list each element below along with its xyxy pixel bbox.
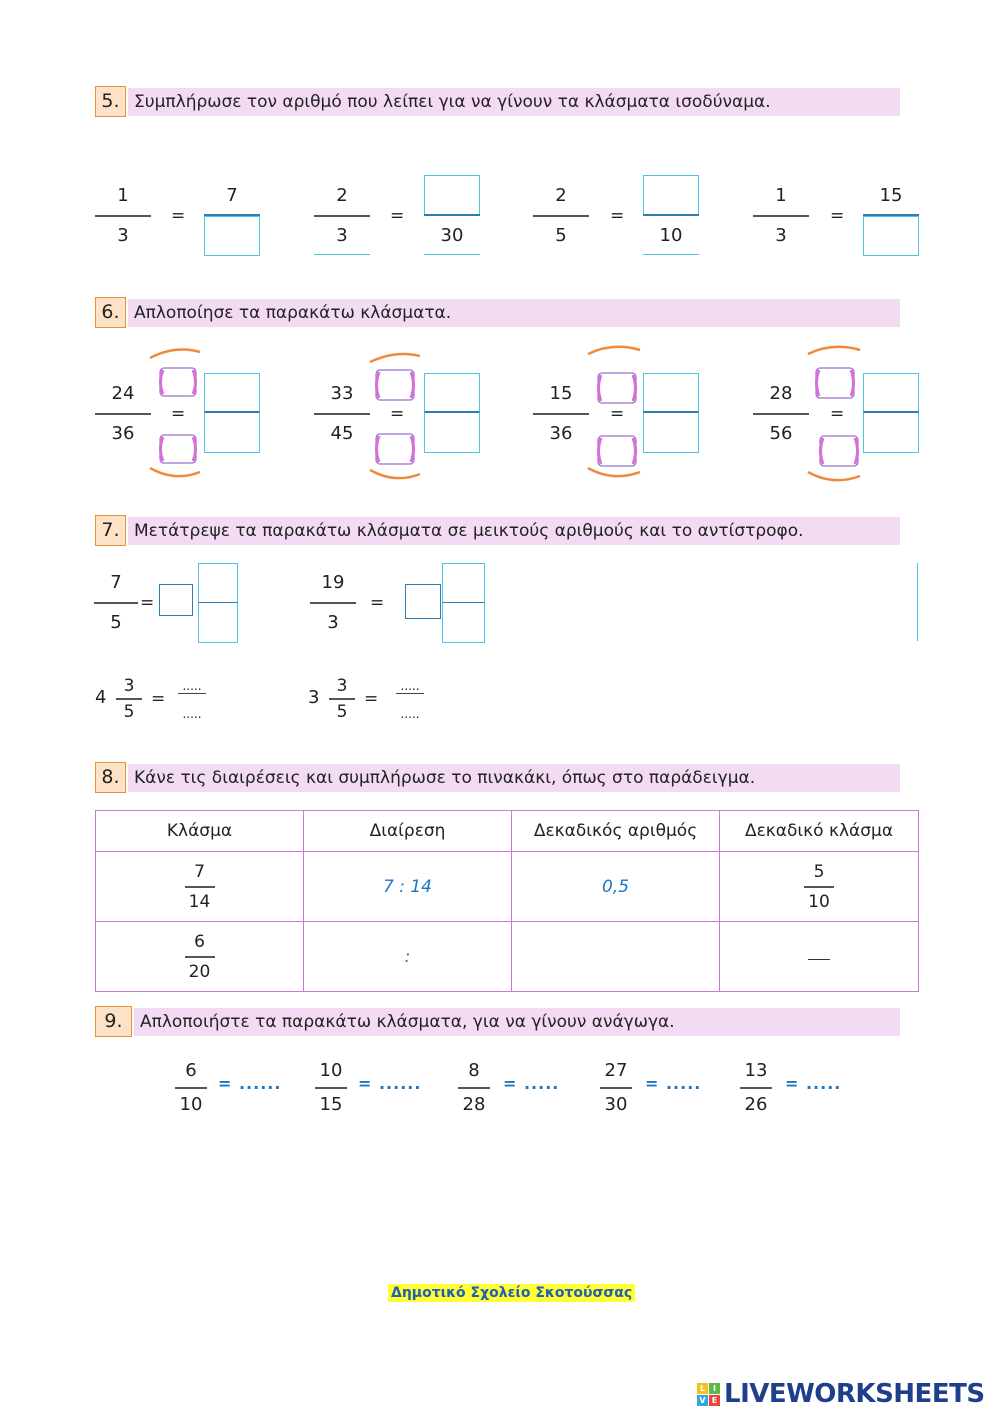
answer-denominator-blank[interactable]: ..... <box>400 707 420 721</box>
fraction-bar <box>95 413 151 415</box>
denominator: 10 <box>659 225 683 246</box>
answer-numerator-blank[interactable]: ..... <box>396 679 424 694</box>
numerator: 1 <box>117 185 129 206</box>
equals-sign: = <box>830 404 845 424</box>
answer-numerator-input[interactable] <box>424 373 480 413</box>
mixed-fraction <box>329 675 355 723</box>
denominator: 3 <box>336 225 348 246</box>
fraction-bar <box>808 959 830 960</box>
denominator: 36 <box>111 423 135 444</box>
answer-numerator-input[interactable] <box>204 373 260 413</box>
numerator: 7 <box>226 185 238 206</box>
fraction-bar <box>185 956 215 958</box>
mixed-numerator-input[interactable] <box>442 563 485 603</box>
answer-numerator-input[interactable] <box>863 373 919 413</box>
fraction-bar <box>753 413 809 415</box>
fraction-bar <box>314 215 370 217</box>
denominator: 10 <box>808 891 830 912</box>
numerator: 8 <box>468 1060 480 1081</box>
section-6-number: 6. <box>95 297 126 328</box>
numerator: 15 <box>549 383 573 404</box>
mixed-numerator-input[interactable] <box>198 563 238 603</box>
fraction <box>740 1058 772 1118</box>
fraction-bar <box>94 602 138 604</box>
section-5-instruction: Συμπλήρωσε τον αριθμό που λείπει για να γίνουν τα κλάσματα ισοδύναμα. <box>128 88 900 116</box>
fraction-right-den <box>424 223 480 249</box>
fraction <box>185 860 215 914</box>
fraction-bar <box>753 215 809 217</box>
table-row <box>96 922 919 992</box>
section-9-instruction: Απλοποιήστε τα παρακάτω κλάσματα, για να γίνουν ανάγωγα. <box>134 1008 900 1036</box>
fraction-left <box>95 183 151 249</box>
section-7-number: 7. <box>95 515 126 546</box>
denominator: 5 <box>110 612 122 633</box>
answer-denominator-blank[interactable]: ..... <box>182 707 202 721</box>
section-8-instruction: Κάνε τις διαιρέσεις και συμπλήρωσε το πινακάκι, όπως στο παράδειγμα. <box>128 764 900 792</box>
numerator: 5 <box>813 861 825 882</box>
fraction-cell <box>96 922 304 992</box>
fraction-left <box>533 183 589 249</box>
numerator: 6 <box>194 931 205 952</box>
fraction <box>175 1058 207 1118</box>
fraction <box>753 381 809 447</box>
fraction-bar <box>310 602 356 604</box>
division-cell: 7 : 14 <box>304 852 512 922</box>
whole-part: 4 <box>95 687 107 708</box>
denominator: 3 <box>775 225 787 246</box>
fraction-bar <box>643 214 699 216</box>
equals-sign: = <box>830 206 845 226</box>
equals-sign: = <box>140 593 155 613</box>
mixed-denominator-input[interactable] <box>442 603 485 643</box>
answer-input[interactable]: = ..... <box>785 1074 842 1093</box>
equals-sign: = <box>151 689 166 709</box>
numerator: 24 <box>111 383 135 404</box>
fraction <box>95 381 151 447</box>
numerator: 10 <box>319 1060 343 1081</box>
improper-fraction <box>310 570 356 636</box>
fraction-right-den <box>643 223 699 249</box>
numerator: 2 <box>336 185 348 206</box>
equals-sign: = <box>171 404 186 424</box>
fraction-right <box>863 183 919 209</box>
numerator: 3 <box>336 676 348 696</box>
numerator: 15 <box>879 185 903 206</box>
underline <box>424 254 480 255</box>
decimal-input[interactable] <box>512 922 720 992</box>
answer-denominator-input[interactable] <box>204 216 260 256</box>
denominator: 10 <box>179 1094 203 1115</box>
answer-numerator-blank[interactable]: ..... <box>178 679 206 694</box>
equals-sign: = <box>390 404 405 424</box>
fraction-bar <box>533 413 589 415</box>
underline <box>643 254 699 255</box>
numerator: 6 <box>185 1060 197 1081</box>
header-fraction: Κλάσμα <box>96 811 304 852</box>
fraction-bar <box>116 698 142 700</box>
denominator: 20 <box>188 961 211 982</box>
denominator: 30 <box>440 225 464 246</box>
liveworksheets-logo[interactable] <box>697 1381 985 1407</box>
equals-sign: = <box>171 206 186 226</box>
answer-numerator-input[interactable] <box>643 175 699 215</box>
decimal-fraction-input[interactable] <box>720 922 919 992</box>
numerator: 7 <box>110 572 122 593</box>
answer-numerator-input[interactable] <box>643 373 699 413</box>
fraction-bar <box>314 413 370 415</box>
logo-letter: I <box>709 1383 720 1394</box>
improper-fraction <box>94 570 138 636</box>
fraction <box>600 1058 632 1118</box>
numerator: 13 <box>744 1060 768 1081</box>
division-input[interactable]: : <box>304 922 512 992</box>
logo-letter: E <box>709 1395 720 1406</box>
fraction-bar <box>740 1087 772 1089</box>
denominator: 3 <box>327 612 339 633</box>
divisor-input-bottom <box>160 435 196 463</box>
mixed-fraction-input[interactable] <box>198 563 238 643</box>
divider-line <box>917 563 918 641</box>
denominator: 5 <box>336 702 348 722</box>
fraction-bar <box>533 215 589 217</box>
logo-letter: L <box>697 1383 708 1394</box>
section-7-instruction: Μετάτρεψε τα παρακάτω κλάσματα σε μεικτούς αριθμούς και το αντίστροφο. <box>128 517 900 545</box>
fraction-right <box>204 183 260 209</box>
denominator: 15 <box>319 1094 343 1115</box>
answer-numerator-input[interactable] <box>424 175 480 215</box>
numerator: 1 <box>775 185 787 206</box>
answer-denominator-input[interactable] <box>863 216 919 256</box>
denominator: 3 <box>117 225 129 246</box>
answer-denominator-input[interactable] <box>424 413 480 453</box>
fraction-bar <box>458 1087 490 1089</box>
equals-sign: = <box>610 404 625 424</box>
numerator: 2 <box>555 185 567 206</box>
mixed-fraction-input[interactable] <box>442 563 485 643</box>
equals-sign: = <box>370 593 385 613</box>
whole-part: 3 <box>308 687 320 708</box>
equals-sign: = <box>610 206 625 226</box>
section-6-instruction: Απλοποίησε τα παρακάτω κλάσματα. <box>128 299 900 327</box>
decimal-fraction-cell <box>720 852 919 922</box>
logo-letter: V <box>697 1395 708 1406</box>
denominator: 28 <box>462 1094 486 1115</box>
equals-sign: = <box>364 689 379 709</box>
decimal-cell: 0,5 <box>512 852 720 922</box>
numerator: 3 <box>123 676 135 696</box>
denominator: 14 <box>188 891 211 912</box>
answer-input[interactable]: = ...... <box>358 1074 422 1093</box>
fraction-bar <box>175 1087 207 1089</box>
table-row <box>96 852 919 922</box>
bottom-arrow-icon <box>150 468 200 476</box>
fraction-bar <box>95 215 151 217</box>
fraction-bar <box>600 1087 632 1089</box>
fraction-bar <box>804 886 834 888</box>
fraction-bar <box>329 698 355 700</box>
logo-text: LIVEWORKSHEETS <box>724 1379 985 1409</box>
fraction-cell <box>96 852 304 922</box>
answer-denominator-input[interactable] <box>643 413 699 453</box>
numerator: 27 <box>604 1060 628 1081</box>
answer-fraction-input[interactable] <box>424 373 480 453</box>
section-5-number: 5. <box>95 86 126 117</box>
fraction[interactable] <box>808 957 830 962</box>
answer-fraction-input[interactable] <box>204 373 260 453</box>
answer-fraction-input[interactable] <box>643 373 699 453</box>
numerator: 19 <box>321 572 345 593</box>
answer-input[interactable]: = ...... <box>218 1074 282 1093</box>
numerator: 33 <box>330 383 354 404</box>
answer-input[interactable]: = ..... <box>503 1074 560 1093</box>
answer-fraction-input[interactable] <box>863 373 919 453</box>
fraction <box>185 930 215 984</box>
denominator: 30 <box>604 1094 628 1115</box>
mixed-fraction <box>116 675 142 723</box>
whole-number-input[interactable] <box>405 584 441 619</box>
fraction <box>314 381 370 447</box>
numerator: 7 <box>194 861 205 882</box>
fraction-bar <box>185 886 215 888</box>
equals-sign: = <box>390 206 405 226</box>
header-decimal-fraction: Δεκαδικό κλάσμα <box>720 811 919 852</box>
denominator: 45 <box>330 423 354 444</box>
section-8-number: 8. <box>95 762 126 793</box>
fraction-left <box>314 183 370 249</box>
denominator: 26 <box>744 1094 768 1115</box>
denominator: 5 <box>555 225 567 246</box>
fraction-left <box>753 183 809 249</box>
denominator: 5 <box>123 702 135 722</box>
answer-input[interactable]: = ..... <box>645 1074 702 1093</box>
underline <box>314 254 370 255</box>
whole-number-input[interactable] <box>159 584 193 616</box>
divisor-input-top <box>160 368 196 396</box>
fraction-bar <box>424 214 480 216</box>
answer-denominator-input[interactable] <box>863 413 919 453</box>
fraction-bar <box>315 1087 347 1089</box>
school-footer: Δημοτικό Σχολείο Σκοτούσσας <box>388 1284 635 1302</box>
fraction <box>533 381 589 447</box>
denominator: 56 <box>769 423 793 444</box>
division-table <box>95 810 919 992</box>
logo-squares-icon <box>697 1383 720 1406</box>
denominator: 36 <box>549 423 573 444</box>
section-9-number: 9. <box>95 1006 132 1037</box>
header-decimal-number: Δεκαδικός αριθμός <box>512 811 720 852</box>
fraction <box>458 1058 490 1118</box>
fraction <box>804 860 834 914</box>
numerator: 28 <box>769 383 793 404</box>
top-arrow-icon <box>150 350 200 358</box>
mixed-denominator-input[interactable] <box>198 603 238 643</box>
header-division: Διαίρεση <box>304 811 512 852</box>
fraction <box>315 1058 347 1118</box>
answer-denominator-input[interactable] <box>204 413 260 453</box>
